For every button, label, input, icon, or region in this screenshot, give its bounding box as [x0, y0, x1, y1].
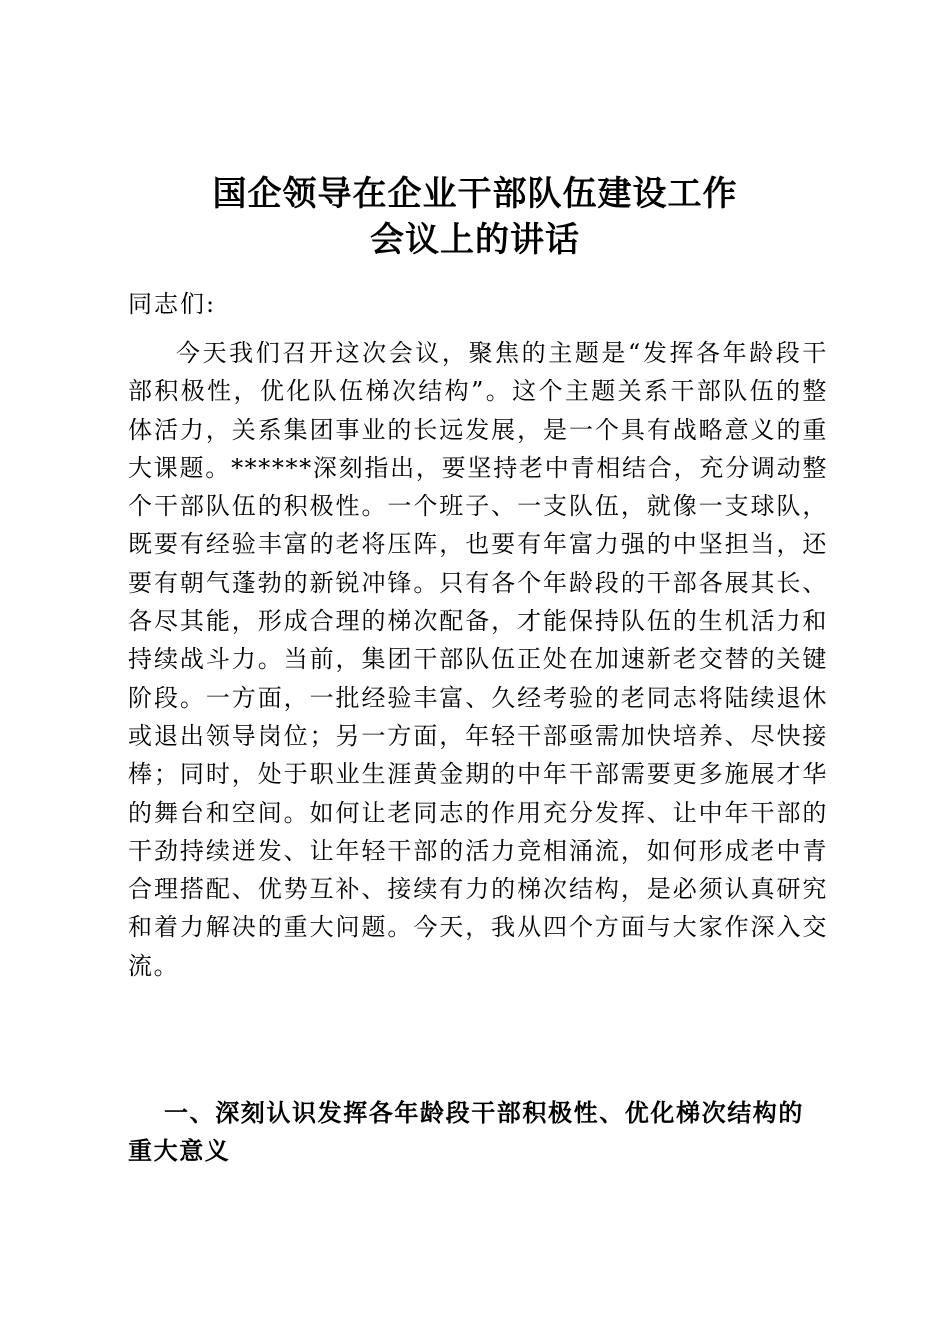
body-paragraph: 今天我们召开这次会议，聚焦的主题是“发挥各年龄段干部积极性，优化队伍梯次结构”。这个主题关系干部队伍的整体活力，关系集团事业的长远发展，是一个具有战略意义的重大课题。******深刻指出，要坚持老中青相结合，充分调动整个干部队伍的积极性。一个班子、一支队伍，就像一支球队，既要有经验丰富的老将压阵，也要有年富力强的中坚担当，还要有朝气蓬勃的新锐冲锋。只有各个年龄段的干部各展其长、各尽其能，形成合理的梯次配备，才能保持队伍的生机活力和持续战斗力。当前，集团干部队伍正处在加速新老交替的关键阶段。一方面，一批经验丰富、久经考验的老同志将陆续退休或退出领导岗位；另一方面，年轻干部亟需加快培养、尽快接棒；同时，处于职业生涯黄金期的中年干部需要更多施展才华的舞台和空间。如何让老同志的作用充分发挥、让中年干部的干劲持续迸发、让年轻干部的活力竞相涌流，如何形成老中青合理搭配、优势互补、接续有力的梯次结构，是必须认真研究和着力解决的重大问题。今天，我从四个方面与大家作深入交流。 — [128, 339, 828, 980]
document-title-line-1: 国企领导在企业干部队伍建设工作 — [212, 174, 738, 214]
section-heading: 一、深刻认识发挥各年龄段干部积极性、优化梯次结构的重大意义 — [128, 1099, 804, 1165]
salutation: 同志们: — [128, 290, 217, 318]
document-title-line-2: 会议上的讲话 — [370, 220, 580, 260]
